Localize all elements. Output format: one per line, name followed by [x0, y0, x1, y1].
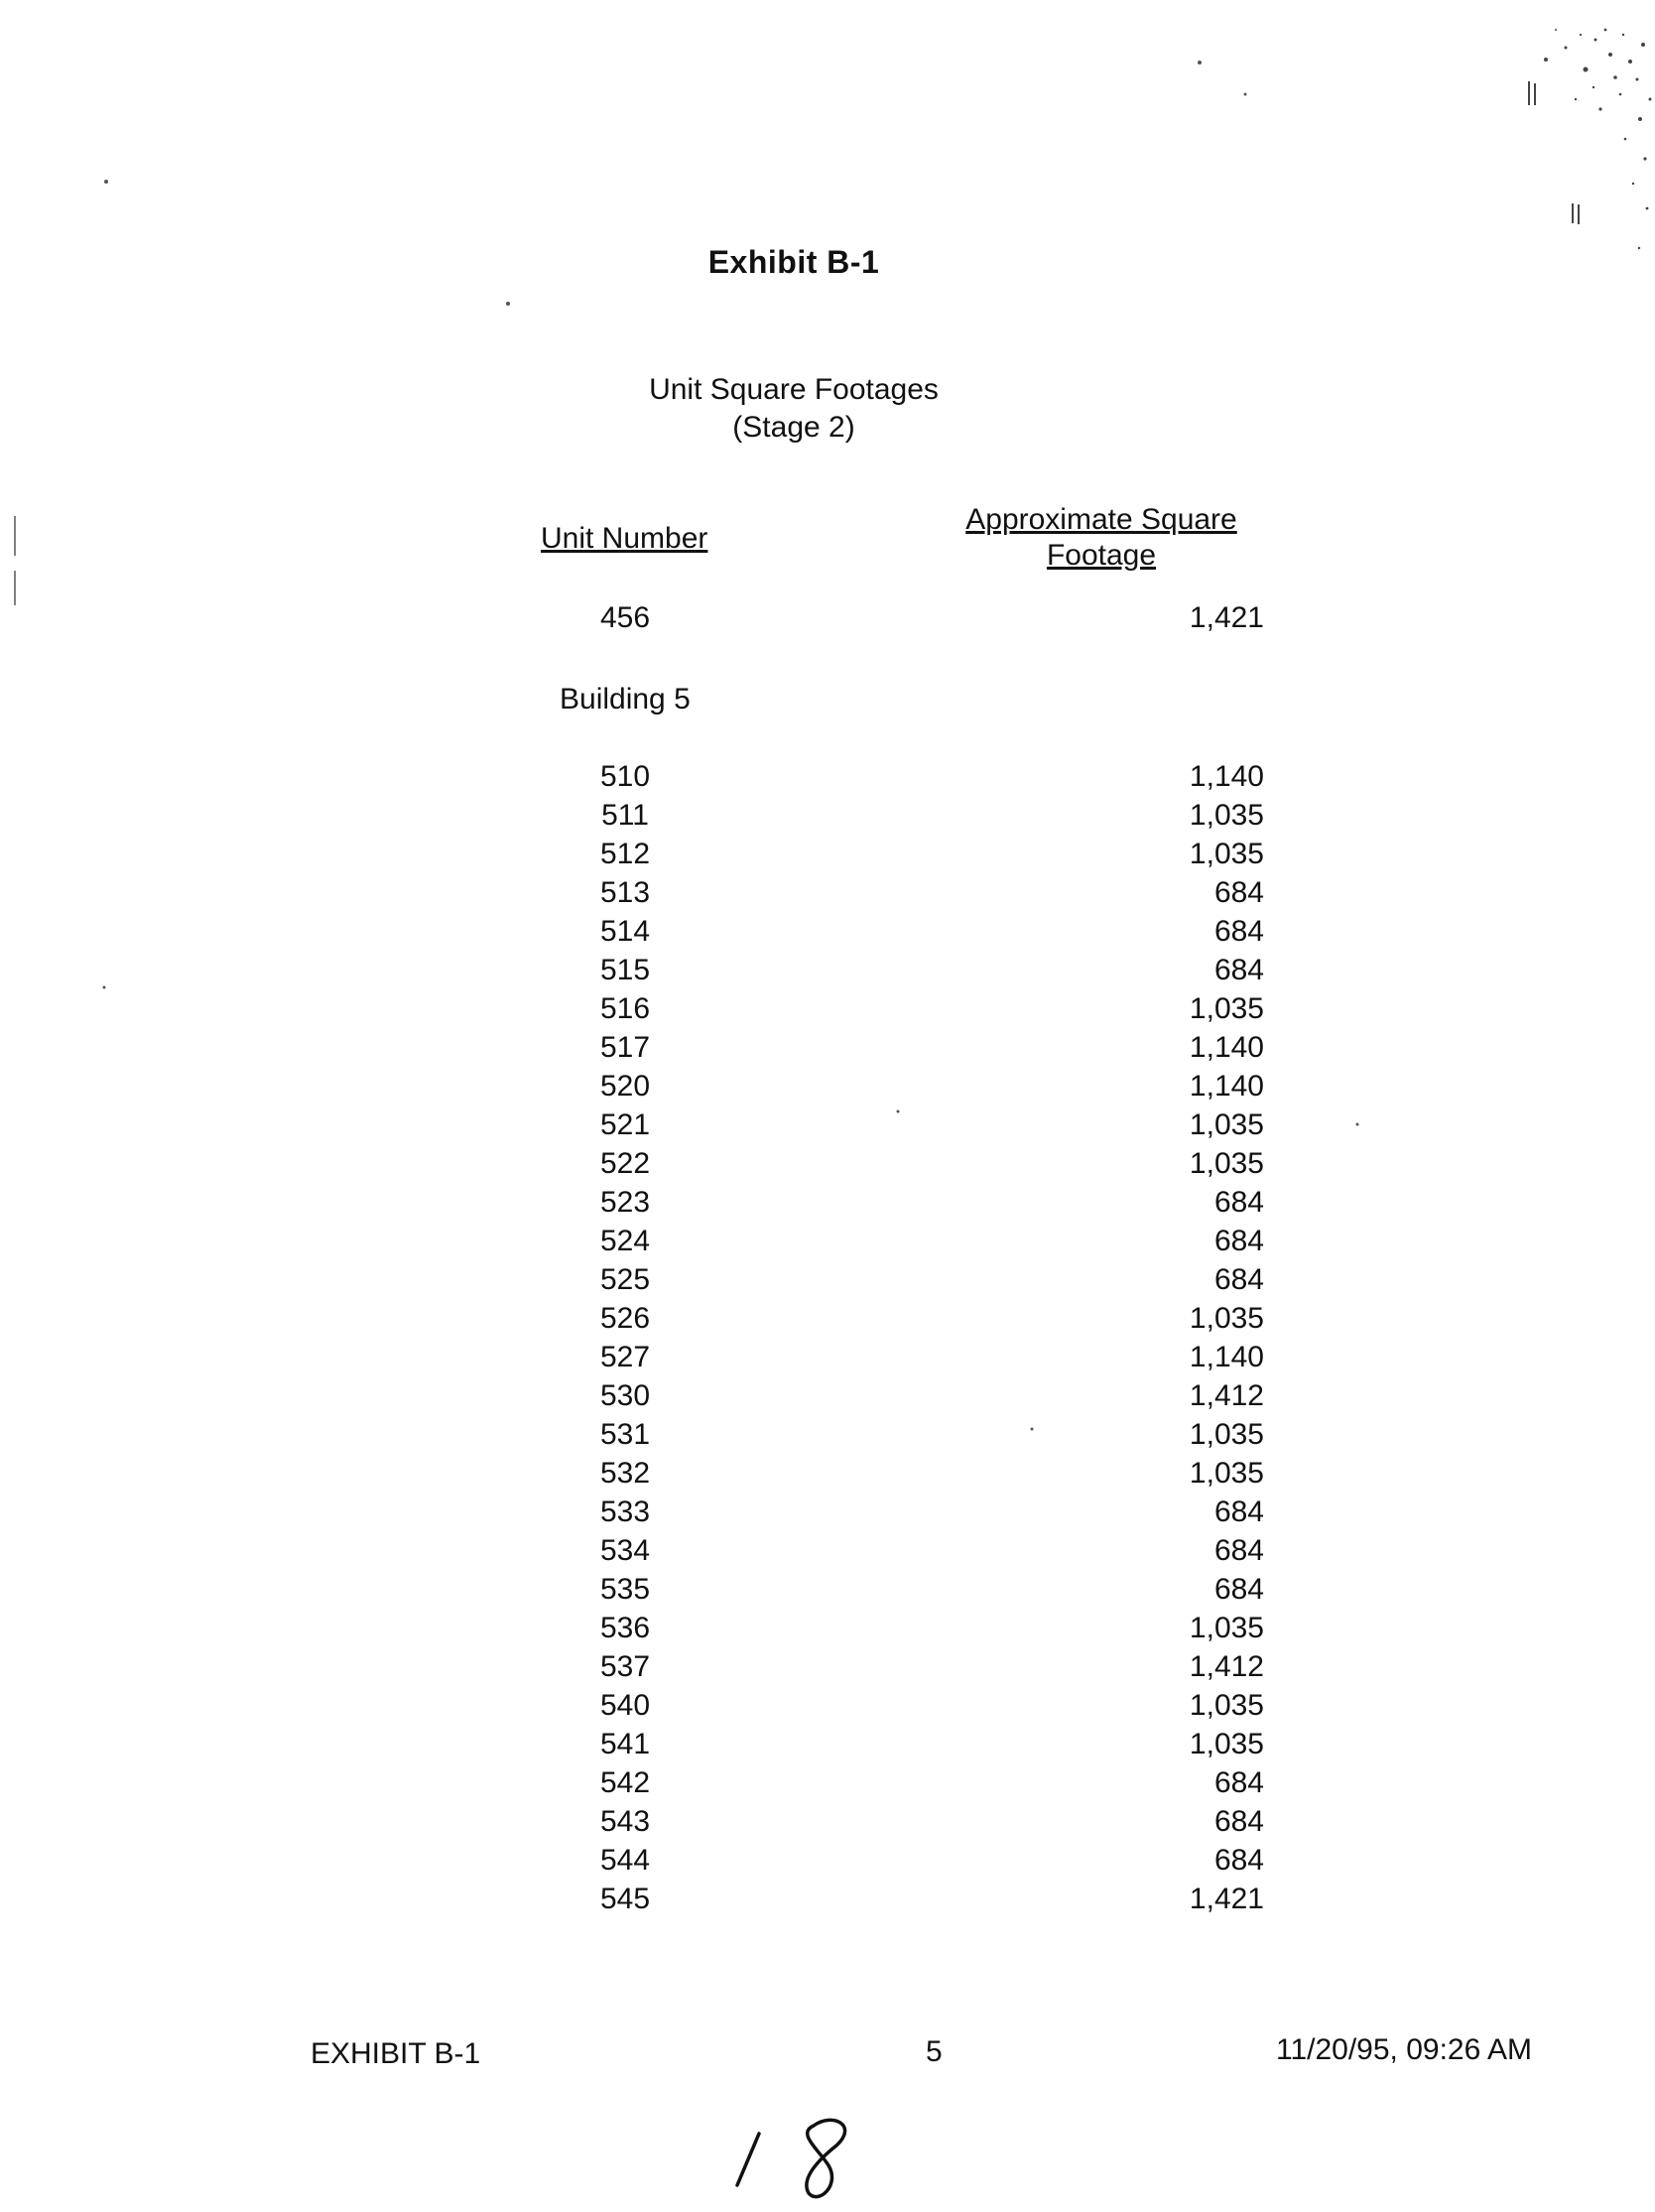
table-row: [0, 799, 1655, 838]
unit-number-cell: 510: [599, 760, 651, 793]
table-row: [0, 992, 1655, 1031]
square-footage-cell: 1,421: [1189, 1883, 1264, 1915]
handwritten-page-number: [709, 2104, 868, 2203]
table-row: [0, 1728, 1655, 1766]
subtitle-line-1: Unit Square Footages: [649, 373, 939, 406]
square-footage-cell: 1,140: [1189, 1341, 1264, 1373]
square-footage-cell: 684: [1213, 1766, 1264, 1799]
table-row: [0, 954, 1655, 992]
unit-number-cell: 526: [599, 1302, 651, 1335]
square-footage-cell: 684: [1213, 1186, 1264, 1219]
table-row: [0, 1689, 1655, 1728]
square-footage-cell: 1,140: [1189, 1070, 1264, 1103]
unit-number-cell: 515: [599, 954, 651, 986]
square-footage-cell: 1,035: [1189, 838, 1264, 870]
square-footage-cell: 684: [1213, 1534, 1264, 1567]
table-row: [0, 1302, 1655, 1341]
square-footage-cell: 1,035: [1189, 1147, 1264, 1180]
square-footage-cell: 1,035: [1189, 992, 1264, 1025]
unit-number-cell: 530: [599, 1379, 651, 1412]
square-footage-cell: 1,140: [1189, 760, 1264, 793]
square-footage-column-header: [943, 502, 1260, 574]
square-footage-cell: 1,035: [1189, 1418, 1264, 1451]
table-row: [0, 1263, 1655, 1302]
table-row: [0, 1457, 1655, 1496]
square-footage-cell: 684: [1213, 876, 1264, 909]
table-row: [0, 1805, 1655, 1844]
square-footage-cell: 1,035: [1189, 1302, 1264, 1335]
square-footage-cell: 684: [1213, 1844, 1264, 1877]
table-row: [0, 1070, 1655, 1108]
unit-number-cell: 511: [601, 799, 649, 832]
table-row: [0, 1573, 1655, 1612]
table-row: [0, 838, 1655, 876]
unit-number-cell: 521: [599, 1108, 651, 1141]
square-footage-header-line-2: Footage: [1046, 539, 1157, 572]
square-footage-cell: 1,140: [1189, 1031, 1264, 1064]
unit-number-cell: 456: [599, 601, 651, 634]
square-footage-cell: 1,412: [1189, 1650, 1264, 1683]
square-footage-cell: 684: [1213, 1573, 1264, 1606]
table-row: [0, 1379, 1655, 1418]
square-footage-cell: 1,035: [1189, 1689, 1264, 1722]
unit-number-cell: 531: [599, 1418, 651, 1451]
unit-number-cell: 514: [599, 915, 651, 948]
unit-number-cell: 532: [599, 1457, 651, 1490]
table-row: [0, 1612, 1655, 1650]
square-footage-cell: 1,421: [1189, 601, 1264, 634]
unit-number-cell: 512: [599, 838, 651, 870]
footer-timestamp: 11/20/95, 09:26 AM: [1276, 2033, 1532, 2066]
unit-number-cell: 524: [599, 1225, 651, 1257]
table-row: [0, 1534, 1655, 1573]
table-row: [0, 1766, 1655, 1805]
subtitle-line-2: (Stage 2): [732, 411, 855, 444]
footer-page-number: 5: [926, 2035, 943, 2068]
table-row: [0, 876, 1655, 915]
unit-number-cell: 533: [599, 1496, 651, 1528]
scan-speckle-decoration: [1397, 0, 1655, 417]
square-footage-cell: 684: [1213, 1263, 1264, 1296]
unit-number-cell: 522: [599, 1147, 651, 1180]
unit-number-cell: 525: [599, 1263, 651, 1296]
unit-number-cell: 517: [599, 1031, 651, 1064]
table-row: [0, 1341, 1655, 1379]
table-row: [0, 1844, 1655, 1883]
unit-number-cell: 534: [599, 1534, 651, 1567]
unit-number-cell: 516: [599, 992, 651, 1025]
unit-number-cell: 537: [599, 1650, 651, 1683]
unit-number-cell: 527: [599, 1341, 651, 1373]
square-footage-cell: 1,035: [1189, 799, 1264, 832]
table-row: [0, 1650, 1655, 1689]
table-row: [0, 1496, 1655, 1534]
unit-number-cell: 523: [599, 1186, 651, 1219]
square-footage-cell: 1,035: [1189, 1728, 1264, 1760]
square-footage-cell: 1,412: [1189, 1379, 1264, 1412]
square-footage-cell: 684: [1213, 954, 1264, 986]
unit-number-cell: 541: [599, 1728, 651, 1760]
square-footage-cell: 684: [1213, 1225, 1264, 1257]
unit-number-cell: 540: [599, 1689, 651, 1722]
unit-number-cell: 536: [599, 1612, 651, 1644]
table-row: [0, 1418, 1655, 1457]
table-row: [0, 1883, 1655, 1921]
square-footage-cell: 1,035: [1189, 1612, 1264, 1644]
unit-number-cell: 544: [599, 1844, 651, 1877]
table-row: [0, 1108, 1655, 1147]
building-label: Building 5: [560, 683, 691, 716]
unit-number-cell: 543: [599, 1805, 651, 1838]
unit-number-column-header: Unit Number: [541, 522, 708, 555]
square-footage-cell: 684: [1213, 915, 1264, 948]
table-row: [0, 1225, 1655, 1263]
unit-number-cell: 542: [599, 1766, 651, 1799]
table-row: [0, 1186, 1655, 1225]
table-row: [0, 1031, 1655, 1070]
footer-exhibit-label: EXHIBIT B-1: [311, 2037, 481, 2070]
unit-number-cell: 535: [599, 1573, 651, 1606]
table-row: [0, 915, 1655, 954]
table-row-top: [0, 601, 1655, 640]
square-footage-header-line-1: Approximate Square: [965, 503, 1237, 536]
square-footage-cell: 1,035: [1189, 1108, 1264, 1141]
square-footage-cell: 1,035: [1189, 1457, 1264, 1490]
unit-number-cell: 545: [599, 1883, 651, 1915]
square-footage-cell: 684: [1213, 1805, 1264, 1838]
table-row: [0, 760, 1655, 799]
square-footage-cell: 684: [1213, 1496, 1264, 1528]
unit-number-cell: 520: [599, 1070, 651, 1103]
exhibit-title: Exhibit B-1: [707, 244, 880, 280]
unit-number-cell: 513: [599, 876, 651, 909]
table-row: [0, 1147, 1655, 1186]
